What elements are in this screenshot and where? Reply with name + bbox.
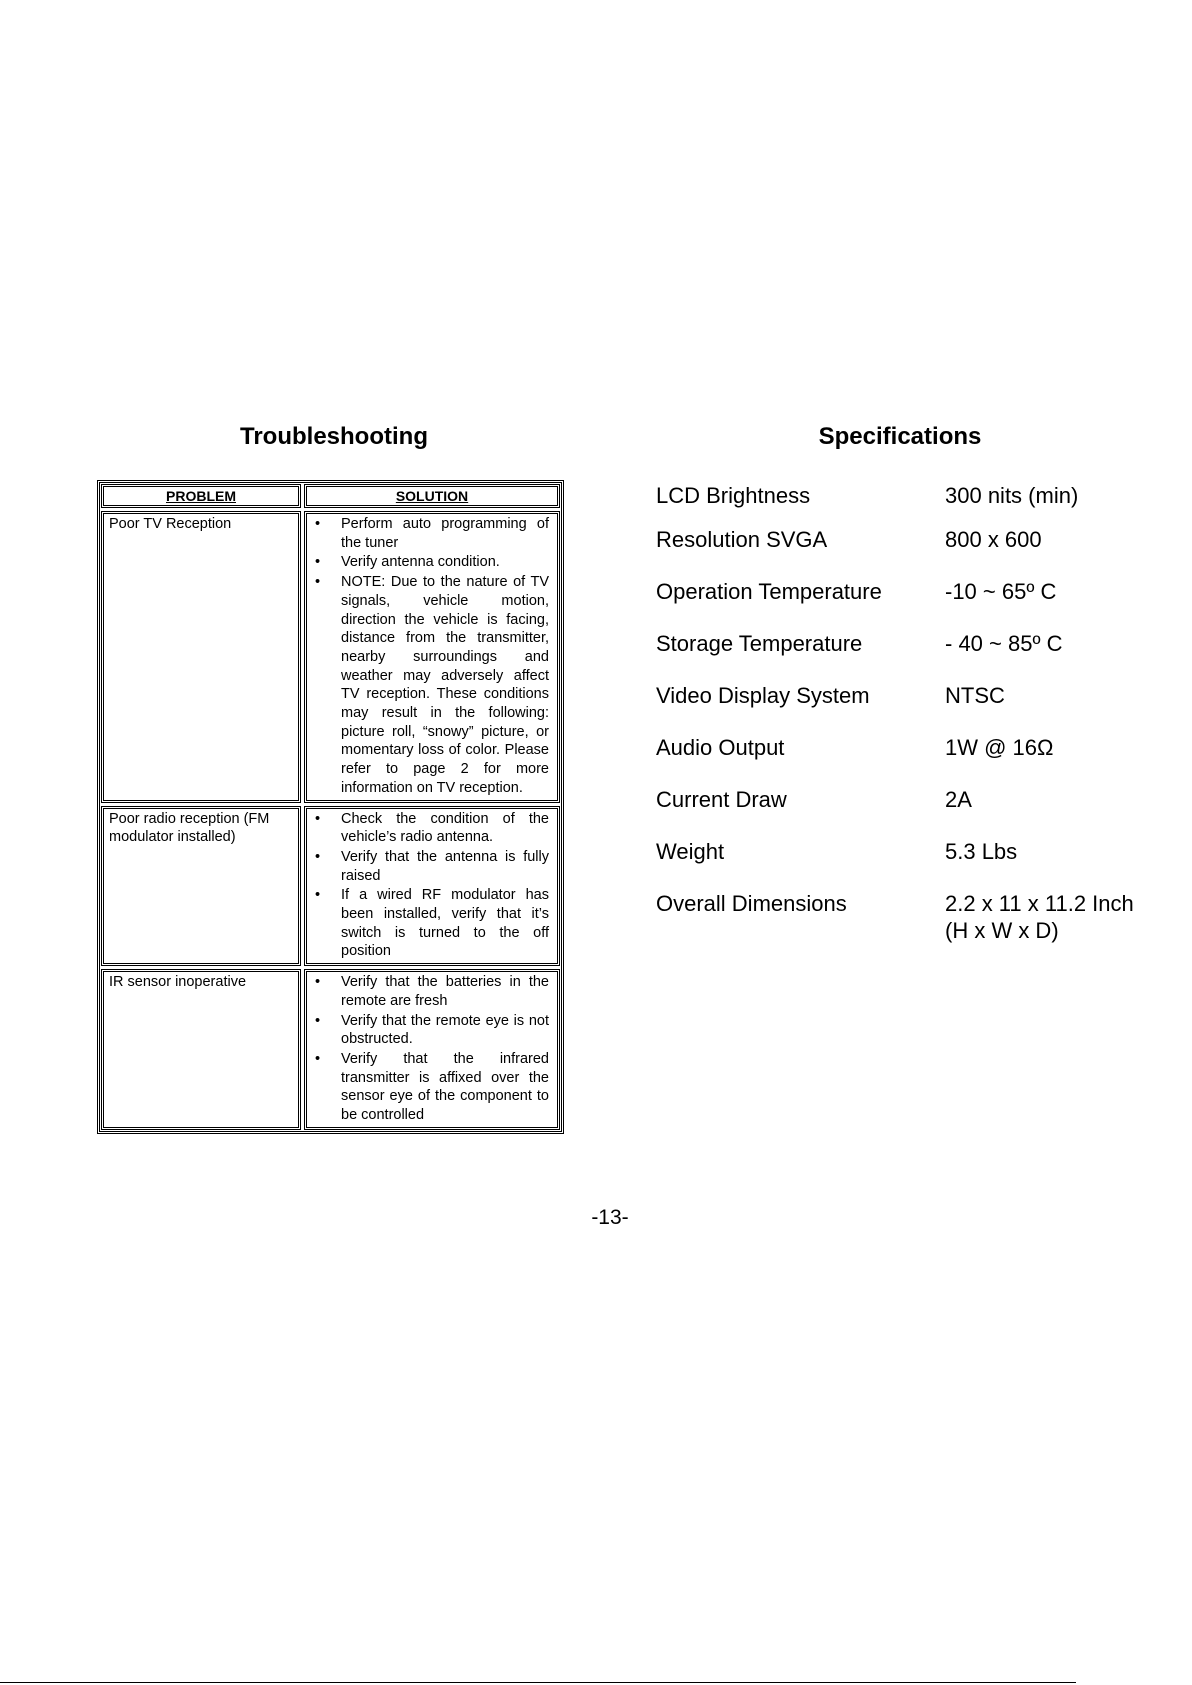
troubleshooting-heading: Troubleshooting [240,423,428,450]
spec-label-overall-dimensions: Overall Dimensions [656,891,847,916]
solution-column-header: SOLUTION [304,484,560,508]
spec-label-storage-temperature: Storage Temperature [656,631,863,656]
spec-value-operation-temperature: -10 ~ 65º C [945,579,1057,604]
solution-cell [304,969,560,1130]
solution-item: • Verify that the infrared transmitter is affixed over the sensor eye of the component to be controlled [309,1050,549,1125]
specifications-heading: Specifications [818,423,982,450]
spec-label-current-draw: Current Draw [656,787,787,812]
spec-value-video-display-system: NTSC [945,683,1005,708]
spec-value-weight: 5.3 Lbs [945,839,1018,864]
dimensions-value: 2.2 x 11 x 11.2 Inch [945,891,1134,916]
troubleshooting-table [97,480,564,1134]
solution-item: • Perform auto programming of the tuner [309,515,549,552]
spec-value-overall-dimensions [945,890,1134,944]
solution-item: • If a wired RF modulator has been installed, verify that it’s switch is turned to the off position [309,886,549,961]
spec-label-video-display-system: Video Display System [656,683,870,708]
spec-label-weight: Weight [656,839,725,864]
solution-item: • NOTE: Due to the nature of TV signals, vehicle motion, direction the vehicle is facing, distance from the transmitter, nearby surroundings and weather may adversely affect TV reception. These conditions may result in the following: picture roll, “snowy” picture, or momentary loss of color. Please refer to page 2 for more information on TV reception. [309,573,549,797]
dimensions-axes: (H x W x D) [945,918,1059,943]
problem-cell: Poor TV Reception [101,511,301,803]
problem-column-header: PROBLEM [101,484,301,508]
solution-cell [304,511,560,803]
page-number: -13- [591,1206,629,1229]
table-row [101,806,560,967]
table-header-row [101,484,560,508]
spec-value-audio-output: 1W @ 16Ω [945,735,1054,760]
solution-item: • Verify that the antenna is fully raised [309,848,549,885]
footer-rule [0,1682,1076,1683]
table-row [101,511,560,803]
spec-label-lcd-brightness: LCD Brightness [656,483,811,508]
problem-cell: IR sensor inoperative [101,969,301,1130]
spec-value-current-draw: 2A [945,787,972,812]
solution-item: • Verify that the batteries in the remote are fresh [309,973,549,1010]
solution-item: • Verify antenna condition. [309,553,549,572]
table-row [101,969,560,1130]
spec-label-resolution: Resolution SVGA [656,527,828,552]
spec-label-audio-output: Audio Output [656,735,785,760]
spec-value-lcd-brightness: 300 nits (min) [945,483,1079,508]
solution-cell [304,806,560,967]
spec-value-storage-temperature: - 40 ~ 85º C [945,631,1063,656]
spec-value-resolution: 800 x 600 [945,527,1042,552]
solution-item: • Verify that the remote eye is not obstructed. [309,1012,549,1049]
solution-item: • Check the condition of the vehicle’s radio antenna. [309,810,549,847]
spec-label-operation-temperature: Operation Temperature [656,579,882,604]
problem-cell: Poor radio reception (FM modulator installed) [101,806,301,967]
